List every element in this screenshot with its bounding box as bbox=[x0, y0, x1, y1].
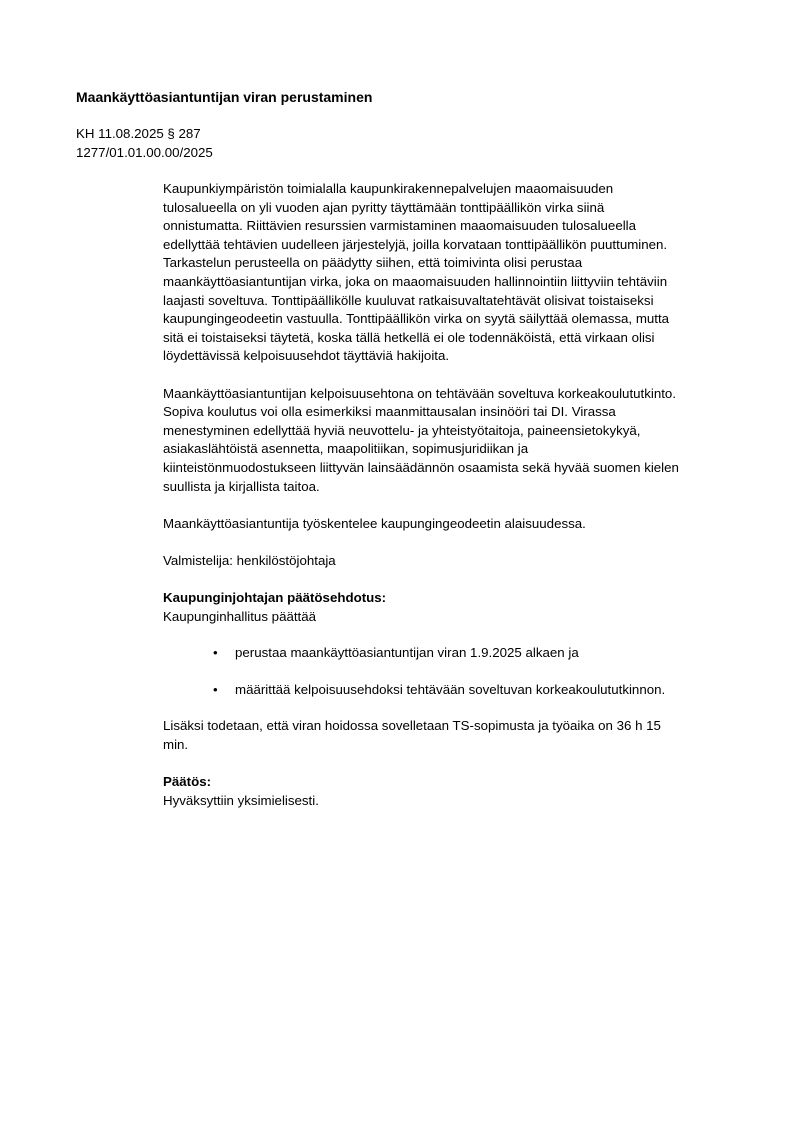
text-line: löydettävissä kelpoisuusehdot täyttäviä hakijoita. bbox=[163, 348, 450, 364]
meeting-reference: KH 11.08.2025 § 287 bbox=[76, 126, 201, 141]
bullet-icon: • bbox=[213, 681, 218, 697]
proposal-intro: Kaupunginhallitus päättää bbox=[163, 608, 317, 624]
text-line: Tarkastelun perusteella on päädytty siihen, että toimivinta olisi perustaa bbox=[163, 255, 583, 271]
text-line: kaupungingeodeetin vastuulla. Tonttipäällikön virka on syytä säilyttää olemassa, mutta bbox=[163, 311, 670, 327]
proposal-section bbox=[163, 589, 743, 626]
decision-text: Hyväksyttiin yksimielisesti. bbox=[163, 792, 319, 808]
text-line: edellyttää tehtävien uudelleen järjestelyjä, joilla korvataan tonttipäällikön puuttuminen. bbox=[163, 236, 668, 252]
bullet-text: perustaa maankäyttöasiantuntijan viran 1.9.2025 alkaen ja bbox=[235, 645, 579, 661]
text-line: min. bbox=[163, 737, 189, 753]
text-line: maankäyttöasiantuntijan virka, joka on maaomaisuuden hallinnointiin liittyviin tehtäviin bbox=[163, 273, 668, 289]
text-line: tulosalueella on yli vuoden ajan pyritty täyttämään tonttipäällikön virka siinä bbox=[163, 199, 605, 215]
bullet-icon: • bbox=[213, 645, 218, 661]
list-item bbox=[163, 681, 743, 700]
text-line: sitä ei toistaiseksi täytetä, koska tällä hetkellä ei ole todennäköistä, että virkaan olisi bbox=[163, 329, 655, 345]
decision-section bbox=[163, 773, 743, 810]
text-line: kiinteistönmuodostukseen liittyvän lainsäädännön osaamista sekä hyvää suomen kielen bbox=[163, 459, 679, 475]
paragraph-background bbox=[163, 180, 743, 366]
record-id: 1277/01.01.00.00/2025 bbox=[76, 144, 213, 160]
document-title: Maankäyttöasiantuntijan viran perustaminen bbox=[76, 89, 373, 105]
proposal-bullet-list bbox=[163, 644, 743, 699]
decision-heading: Päätös: bbox=[163, 774, 212, 790]
paragraph-supervision bbox=[163, 515, 743, 534]
text-line: asiakaslähtöistä asennetta, maapolitiikan, sopimusjuridiikan ja bbox=[163, 441, 529, 457]
text-line: onnistumatta. Riittävien resurssien varmistaminen maaomaisuuden tulosalueella bbox=[163, 218, 637, 234]
list-item bbox=[163, 644, 743, 663]
text-line: Maankäyttöasiantuntija työskentelee kaupungingeodeetin alaisuudessa. bbox=[163, 515, 586, 531]
text-line: suullista ja kirjallista taitoa. bbox=[163, 478, 320, 494]
paragraph-qualifications bbox=[163, 385, 743, 497]
text-line: Valmistelija: henkilöstöjohtaja bbox=[163, 552, 336, 568]
paragraph-additional bbox=[163, 717, 743, 754]
proposal-heading: Kaupunginjohtajan päätösehdotus: bbox=[163, 590, 387, 606]
text-line: Lisäksi todetaan, että viran hoidossa sovelletaan TS-sopimusta ja työaika on 36 h 15 bbox=[163, 718, 661, 734]
document-body bbox=[163, 180, 743, 829]
document-meta bbox=[76, 125, 213, 162]
text-line: Sopiva koulutus voi olla esimerkiksi maanmittausalan insinööri tai DI. Virassa bbox=[163, 404, 616, 420]
text-line: Maankäyttöasiantuntijan kelpoisuusehtona on tehtävään soveltuva korkeakoulututkinto. bbox=[163, 385, 677, 401]
paragraph-preparer bbox=[163, 552, 743, 571]
text-line: laajasti soveltuva. Tonttipäällikölle kuuluvat ratkaisuvaltatehtävät olisivat toistaiseksi bbox=[163, 292, 654, 308]
text-line: menestyminen edellyttää hyviä neuvottelu- ja yhteistyötaitoja, paineensietokykyä, bbox=[163, 422, 641, 438]
text-line: Kaupunkiympäristön toimialalla kaupunkirakennepalvelujen maaomaisuuden bbox=[163, 181, 614, 196]
bullet-text: määrittää kelpoisuusehdoksi tehtävään soveltuvan korkeakoulututkinnon. bbox=[235, 681, 666, 697]
